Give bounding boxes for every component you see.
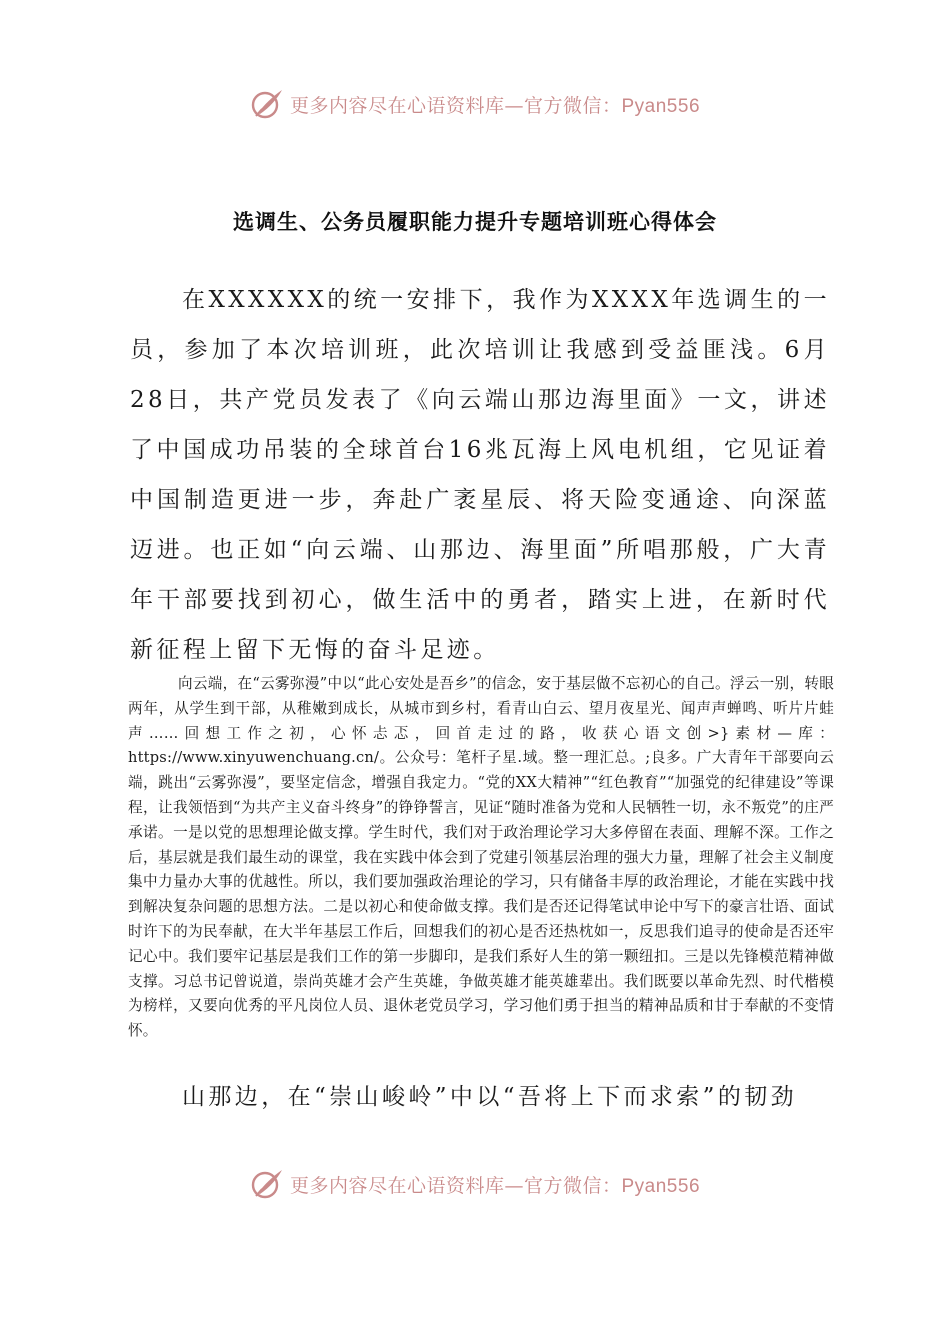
wechat-id: Pyan556 <box>621 95 701 117</box>
quill-logo-icon <box>250 87 284 121</box>
paragraph-intro: 在XXXXXX的统一安排下，我作为XXXX年选调生的一员，参加了本次培训班，此次培训让我感到受益匪浅。6月28日，共产党员发表了《向云端山那边海里面》一文，讲述了中国成功吊装的全球首台16兆瓦海上风电机组，它见证着中国制造更进一步，奔赴广袤星辰、将天险变通途、向深蓝迈进。也正如“向云端、山那边、海里面”所唱那般，广大青年干部要找到初心，做生活中的勇者，踏实上进，在新时代新征程上留下无悔的奋斗足迹。 <box>130 287 830 663</box>
quill-logo-icon <box>250 1167 284 1201</box>
document-title: 选调生、公务员履职能力提升专题培训班心得体会 <box>233 210 717 234</box>
watermark-text: 更多内容尽在心语资料库—官方微信：Pyan556 <box>289 94 701 117</box>
header-watermark <box>0 82 950 126</box>
paragraph-body: 向云端，在“云雾弥漫”中以“此心安处是吾乡”的信念，安于基层做不忘初心的自己。浮云一别，转眼两年，从学生到干部，从稚嫩到成长，从城市到乡村，看青山白云、望月夜星光、闻声声蝉鸣、听片片蛙声……回想工作之初，心怀忐忑，回首走过的路，收获心语文创>}素材—库：https://www.xinyuwenchuang.cn/。公众号：笔杆子星.域。整一理汇总。;良多。广大青年干部要向云端，跳出“云雾弥漫”，要坚定信念，增强自我定力。“党的XX大精神”“红色教育”“加强党的纪律建设”等课程，让我领悟到“为共产主义奋斗终身”的铮铮誓言，见证“随时准备为党和人民牺牲一切，永不叛党”的庄严承诺。一是以党的思想理论做支撑。学生时代，我们对于政治理论学习大多停留在表面、理解不深。工作之后，基层就是我们最生动的课堂，我在实践中体会到了党建引领基层治理的强大力量，理解了社会主义制度集中力量办大事的优越性。所以，我们要加强政治理论的学习，只有储备丰厚的政治理论，才能在实践中找到解决复杂问题的思想方法。二是以初心和使命做支撑。我们是否还记得笔试申论中写下的豪言壮语、面试时许下的为民奉献，在大半年基层工作后，回想我们的初心是否还热枕如一，反思我们追寻的使命是否还牢记心中。我们要牢记基层是我们工作的第一步脚印，是我们系好人生的第一颗纽扣。三是以先锋模范精神做支撑。习总书记曾说道，崇尚英雄才会产生英雄，争做英雄才能英雄辈出。我们既要以革命先烈、时代楷模为榜样，又要向优秀的平凡岗位人员、退休老党员学习，学习他们勇于担当的精神品质和甘于奉献的不变情怀。 <box>128 675 834 1040</box>
footer-watermark <box>0 1162 950 1206</box>
wechat-id: Pyan556 <box>621 1175 701 1197</box>
watermark-text: 更多内容尽在心语资料库—官方微信：Pyan556 <box>289 1174 701 1197</box>
paragraph-continued: 山那边，在“崇山峻岭”中以“吾将上下而求索”的韧劲 <box>182 1084 798 1110</box>
